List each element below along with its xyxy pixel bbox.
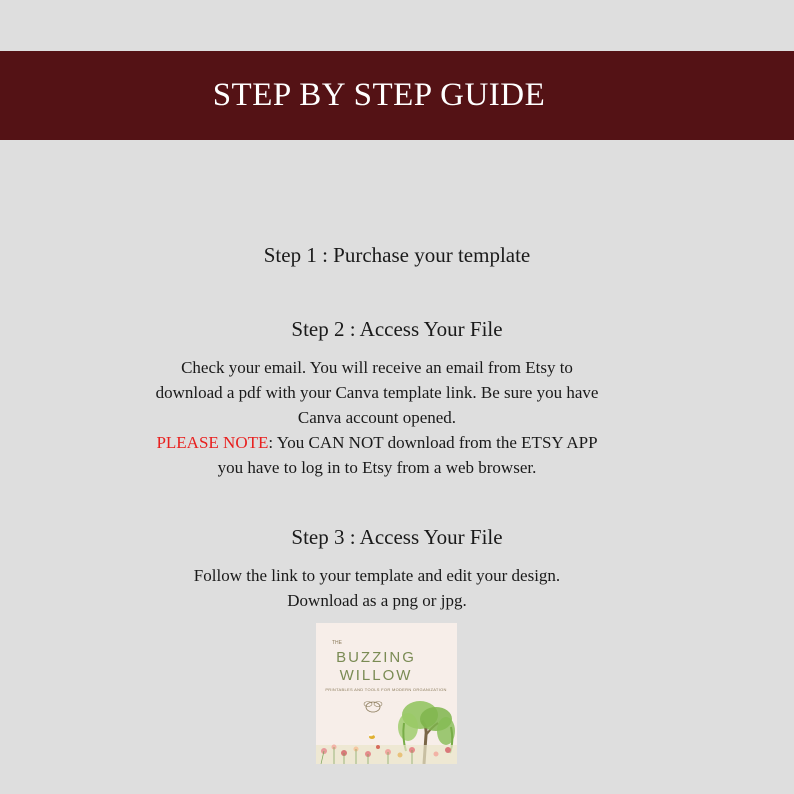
header-banner [0,51,794,140]
logo-the-text: THE [332,640,342,646]
logo-name-line1: BUZZING [336,649,416,666]
step-3-title: Step 3 : Access Your File [291,525,503,549]
logo-tagline: PRINTABLES AND TOOLS FOR MODERN ORGANIZATION [325,687,447,692]
step-3-description [0,563,754,613]
step-2-title: Step 2 : Access Your File [291,317,503,341]
note-text: : You CAN NOT download from the ETSY APP [268,433,598,452]
text-line: you have to log in to Etsy from a web browser. [217,458,537,477]
step-1-title: Step 1 : Purchase your template [263,243,531,267]
text-line: Check your email. You will receive an email from Etsy to [181,358,573,377]
step-2-description [0,355,754,480]
logo-name-line2: WILLOW [339,667,413,684]
text-line: Canva account opened. [297,408,457,427]
brand-logo [316,623,457,764]
page-title: STEP BY STEP GUIDE [212,77,546,113]
note-line [0,430,754,455]
text-line: Follow the link to your template and edit your design. [193,566,561,585]
text-line: Download as a png or jpg. [287,591,467,610]
text-line: download a pdf with your Canva template link. Be sure you have [155,383,599,402]
please-note-label: PLEASE NOTE [156,433,269,452]
